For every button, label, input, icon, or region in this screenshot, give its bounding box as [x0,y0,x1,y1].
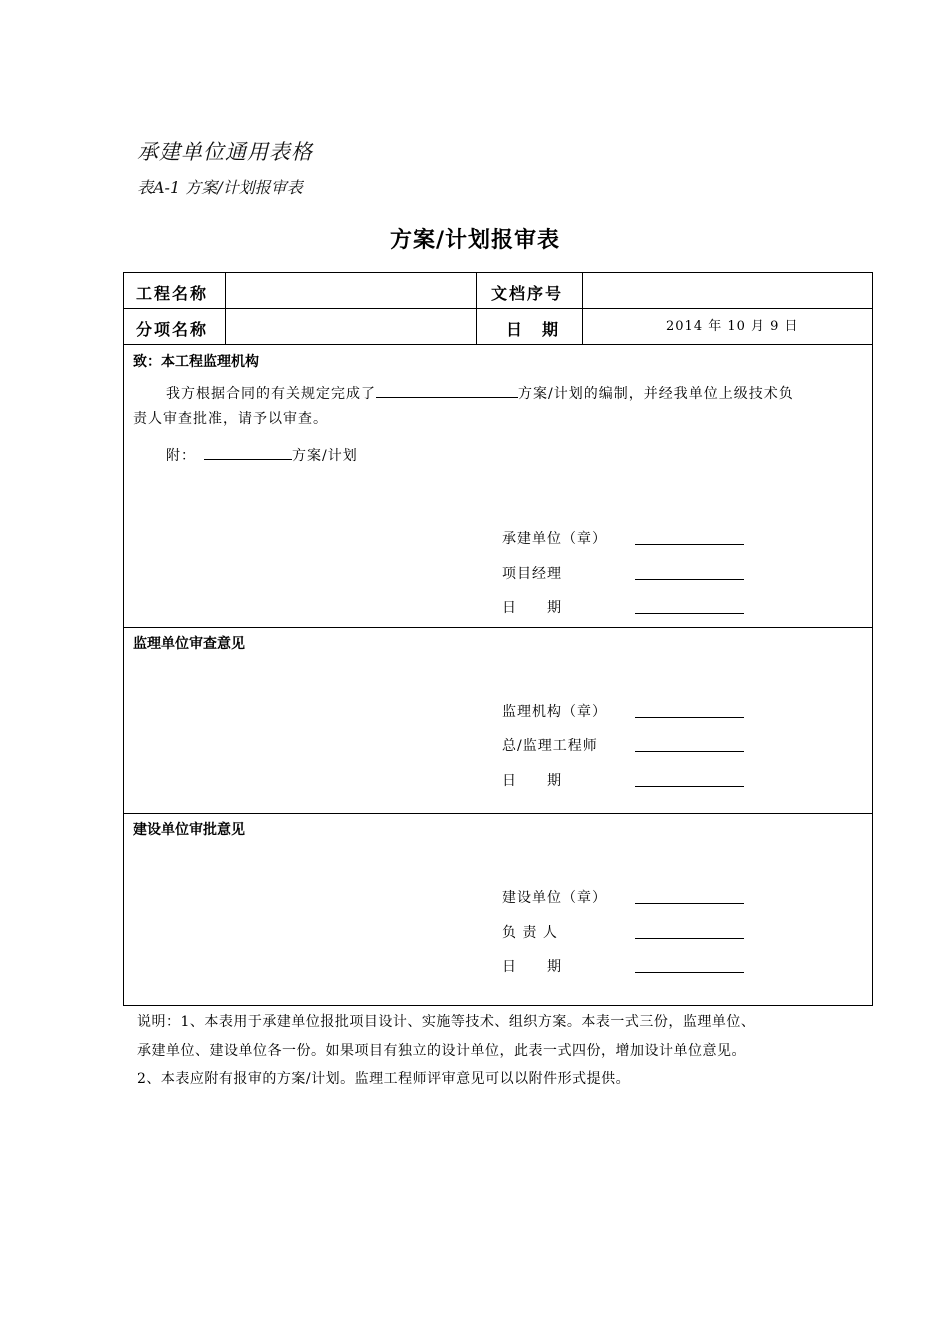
form-number-heading: 表A-1 方案/计划报审表 [137,178,303,197]
chief-engineer-label: 总/监理工程师 [502,738,598,754]
project-manager-line[interactable] [635,579,744,580]
document-number-field[interactable] [587,277,867,305]
owner-date-label: 日 期 [502,959,562,975]
project-name-label: 工程名称 [136,284,209,303]
paragraph-prefix: 我方根据合同的有关规定完成了 [166,386,376,402]
owner-seal-label: 建设单位（章） [502,890,607,906]
owner-date-line[interactable] [635,972,744,973]
row-divider [124,308,872,309]
owner-approval-title: 建设单位审批意见 [133,822,245,838]
addressee-line: 致：本工程监理机构 [133,354,259,370]
supervisor-seal-label: 监理机构（章） [502,704,607,720]
supervisor-opinion-title: 监理单位审查意见 [133,636,245,652]
responsible-person-label: 负 责 人 [502,925,558,941]
date-value[interactable]: 2014 年 10 月 9 日 [666,319,799,334]
column-divider [225,273,226,344]
attachment-line [166,444,358,469]
attachment-suffix: 方案/计划 [292,448,358,464]
paragraph-suffix: 方案/计划的编制，并经我单位上级技术负 [518,386,794,402]
project-name-field[interactable] [230,277,472,305]
owner-seal-line[interactable] [635,903,744,904]
contractor-date-line[interactable] [635,613,744,614]
column-divider [476,273,477,344]
contractor-seal-line[interactable] [635,544,744,545]
chief-engineer-line[interactable] [635,751,744,752]
supervisor-seal-line[interactable] [635,717,744,718]
note-line-3: 2、本表应附有报审的方案/计划。监理工程师评审意见可以以附件形式提供。 [137,1071,631,1087]
review-form-table [123,272,873,1006]
sub-item-name-label: 分项名称 [136,320,209,339]
row-divider [124,344,872,345]
paragraph-line-2: 责人审查批准，请予以审查。 [133,411,328,427]
responsible-person-line[interactable] [635,938,744,939]
project-manager-label: 项目经理 [502,566,562,582]
attachment-prefix: 附： [166,448,196,464]
attachment-blank[interactable] [204,445,292,460]
document-number-label: 文档序号 [491,284,564,303]
section-divider [124,813,872,814]
column-divider [582,273,583,344]
sub-item-name-field[interactable] [230,313,472,341]
supervisor-date-label: 日 期 [502,773,562,789]
section-divider [124,627,872,628]
note-line-1: 说明：1、本表用于承建单位报批项目设计、实施等技术、组织方案。本表一式三份，监理单位、 [137,1014,756,1030]
date-label: 日 期 [506,320,561,339]
form-category-heading: 承建单位通用表格 [137,140,313,164]
contractor-seal-label: 承建单位（章） [502,531,607,547]
supervisor-date-line[interactable] [635,786,744,787]
note-line-2: 承建单位、建设单位各一份。如果项目有独立的设计单位，此表一式四份，增加设计单位意见。 [137,1043,746,1059]
submission-paragraph [166,382,866,407]
plan-name-blank[interactable] [376,383,518,398]
page-title: 方案/计划报审表 [389,228,561,253]
contractor-date-label: 日 期 [502,600,562,616]
